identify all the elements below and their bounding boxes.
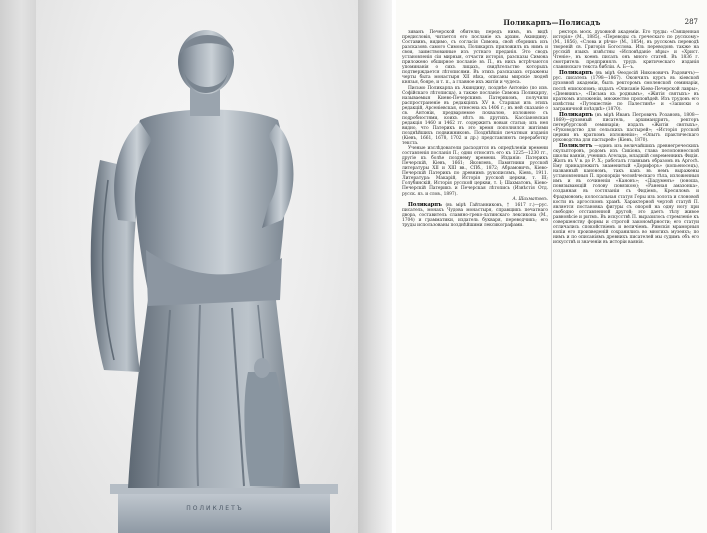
entry-headword: Поликлетъ <box>559 143 593 150</box>
entry <box>402 203 548 228</box>
entry-text: (въ мірѣ Гайтанниковъ, † 1617 г.)—рус. писатель, монахъ Чудова монастыря, справщикъ печатнаго двора, составитель славяно-греко-латинскаго лексикона (М., 1704) и грамматики, издатель букваря, переводчикъ; его труды использованы позднѣйшими лексикографами. <box>402 202 548 228</box>
small-figure-robe <box>244 372 284 486</box>
page-number: 287 <box>684 18 698 26</box>
signature: А. Шахматовъ. <box>512 196 548 202</box>
column-divider <box>551 30 552 530</box>
entry <box>553 144 699 245</box>
paragraph: ректоръ моск. духовной академіи. Его труды: «Священная исторія» (М., 1885), «Переводы съ греческаго по русскому» (М., 1856), «Слова и рѣчи» (М., 1854), въ русскомъ переводѣ твореній св. Григорія Богослова. Изъ переводовъ также на русскій языкъ извѣстны «Исповѣданіе вѣры» и «Христ. Чтеніе», въ коемъ писалъ онъ много статей. Въ 1836 г. смотритель предпринялъ трудъ критическаго изданія славянскаго текста библіи. А. Б—ъ. <box>553 30 699 71</box>
entry-text: (въ мірѣ Иванъ Петровичъ Розановъ, 1808—1869)—духовный писатель, архимандритъ, ректоръ петербургской семинаріи; издалъ «Житія святыхъ», «Руководство для сельскихъ пастырей»; «Исторія русской церкви въ краткомъ изложеніи»; «Опытъ практическаго руководства для пастырей» (Кіевъ, 1870). <box>553 112 699 143</box>
paragraph: зиванъ Печерской обители; передъ нимъ, въ видѣ предисловія, читается его посланіе къ архим. Акиндину. Составивъ, видимо, съ согласія Симона, свой сборникъ изъ разсказовъ самого Симона, Поликарпъ приложилъ къ нимъ и свои, заимствованные изъ устнаго преданія. Это сводъ установленія сіи мирныя, отчасти исторія, разсказы Симона приложено обширное посланіе въ П., въ нихъ встрѣчаются упоминанія о сихъ лицахъ, свидѣтельство которыхъ подтверждается лѣтописями. Въ этихъ разсказахъ отражены черты быта монастыря XII вѣка, описаны мирскіе людей князья, бояре, и т. п., а главное ихъ житія и чудеса. <box>402 30 548 86</box>
running-head: Поликарпъ—Полисадъ <box>503 18 601 27</box>
left-column <box>402 30 548 228</box>
entry-text: —одинъ изъ величайшихъ древнегреческихъ скульпторовъ, родомъ изъ Сикіона, глава пелопоннесской школы ваянія, ученикъ Агелада, младшій современникъ Фидія. Жилъ въ V в. до Р. Х.; работалъ главнымъ образомъ въ Аргосѣ. Ему принадлежитъ знаменитый «Дорифоръ» (копьеносецъ), названный канономъ, такъ какъ въ немъ выражены установленныя П. пропорціи человѣческаго тѣла, изложенныя имъ и въ сочиненіи «Канонъ»; «Діадуменъ» (юноша, повязывающій голову повязкою); «Раненая амазонка», созданная въ состязаніи съ Фидіемъ, Кресиломъ и Фрадмономъ; колоссальная статуя Геры изъ золота и слоновой кости въ аргосскомъ храмѣ. Характерной чертой статуй П. является постановка фигуры съ опорой на одну ногу при свободно отставленной другой; это даетъ тѣлу живое равновѣсіе и ритмъ. Въ искусствѣ П. выразилось стремленіе къ совершенству формы и строгой закономѣрности; его статуи отличались спокойствіемъ и величіемъ. Римскія мраморныя копіи его произведеній сохранились во многихъ музеяхъ; по нимъ и по описаніямъ древнихъ писателей мы судимъ объ его искусствѣ и значеніи въ исторіи ваянія. <box>553 144 699 245</box>
entry-text: (въ мірѣ Ѳеодосій Никоновичъ Радовичъ)—рус. писатель (1798—1867). Окончилъ курсъ въ кіевской духовной академіи, былъ ректоромъ смоленской семинаріи, послѣ епископомъ; издалъ «Описаніе Кіево-Печерской лавры», «Дневникъ», «Письма къ роднымъ», «Житія святыхъ» въ краткомъ изложеніи, множество проповѣдей. Изъ трудовъ его извѣстны «Путешествіе по Палестинѣ» и «Записки о заграничной поѣздкѣ» (1870). <box>553 71 699 112</box>
right-column <box>553 30 699 245</box>
plinth-inscription: ПОЛИКЛЕТЪ <box>186 505 244 512</box>
entry <box>553 71 699 111</box>
paragraph: Ученые изслѣдователи расходятся въ опредѣленіи времени составленія посланія П.; одни относятъ его къ 1225—1230 гг., другіе къ болѣе позднему времени. Изданія: Патерикъ Печерскій, Кіевъ, 1661; Яковлевъ, Памятники русской литературы XII и XIII вв., СПб., 1872; Абрамовичъ, Кіево-Печерскій Патерикъ по древнимъ рукописямъ, Кіевъ, 1911. Литература: Макарій, Исторія русской церкви, т. III; Голубинскій, Исторія русской церкви, т. I; Шахматовъ, Кіево-Печерскій Патерикъ и Печерская лѣтопись (Извѣстія Отд. русск. яз. и слов., 1897). <box>402 146 548 197</box>
encyclopedia-page <box>396 0 707 533</box>
page-header <box>402 18 702 28</box>
paragraph: Письмо Поликарпа къ Акиндину, позднѣе Антонію (по изв. Софійскаго лѣтописца), а также посланіе Симона Поликарпу, называемыя Киево-Печерскимъ Патерикомъ, получили распространеніе въ редакціяхъ XV в. Старшая изъ этихъ редакцій, Арсеніевская, отнесена къ 1406 г.; въ ней сказаніе о св. Антоніи, предваряемое похвалою, изложено съ подробностями, коихъ нѣтъ въ другихъ. Кассіановская редакція 1460 и 1462 гг. содержитъ новыя статьи; изъ нея видно, что Патерикъ въ это время пополнялся житіями позднѣйшихъ подвижниковъ. Позднѣйшія печатныя изданія (Кіевъ, 1661, 1678, 1702 и др.) представляютъ переработку текста. <box>402 85 548 147</box>
entry-headword: Поликарпъ <box>559 70 593 77</box>
entry-headword: Поликарпъ <box>408 201 442 208</box>
small-figure-head <box>254 358 270 378</box>
entry-headword: Поликарпъ <box>559 111 593 118</box>
entry <box>553 113 699 143</box>
